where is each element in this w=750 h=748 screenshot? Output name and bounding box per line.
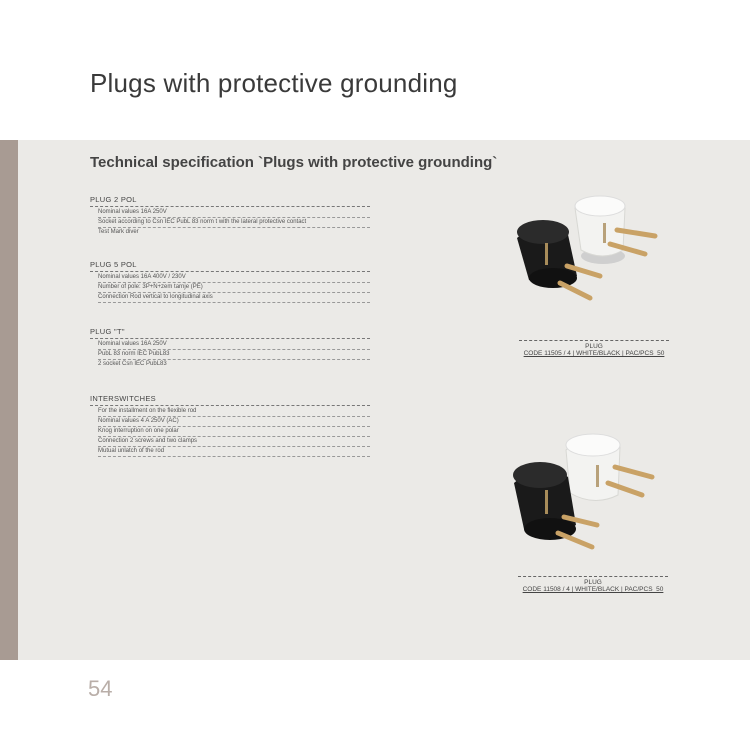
spec-group-plug-t	[90, 327, 370, 369]
spec-item: Nominal values 16A 400V / 230V	[98, 273, 370, 283]
caption-rule	[518, 576, 668, 577]
spec-item: Test Mark diver	[98, 229, 139, 235]
spec-item: Connection Rod vertical to longitudinal axis	[98, 293, 370, 303]
spec-group-plug-5-pol	[90, 260, 370, 303]
spec-group-plug-2-pol	[90, 195, 370, 237]
spec-item: Knog interruption on one polar	[98, 427, 370, 437]
product-name: PLUG	[585, 343, 603, 350]
spec-item: Number of pole: 3P+N+zem tarnje (PE)	[98, 283, 370, 293]
page-number: 54	[88, 676, 113, 701]
group-title: PLUG 5 POL	[90, 260, 370, 272]
page-title: Plugs with protective grounding	[90, 68, 458, 98]
spec-item: PubL 83 norm IEC PubL83	[98, 350, 370, 360]
spec-item: Nominal values 16A 250V	[98, 340, 370, 350]
plug-product-image	[505, 188, 675, 313]
spec-title: Technical specification `Plugs with protective grounding`	[90, 154, 498, 171]
spec-item: 2 socket Csn IEC PubL83	[98, 361, 167, 367]
product-caption-1	[494, 340, 694, 357]
group-title: PLUG 2 POL	[90, 195, 370, 207]
spec-group-interswitches	[90, 394, 370, 457]
product-code: CODE 11505 / 4 | WHITE/BLACK | PAC/PCS_50	[523, 350, 665, 357]
group-title: INTERSWITCHES	[90, 394, 370, 406]
spec-item: For the installment on the flexible rod	[98, 407, 370, 417]
spec-item: Mutual unlatch of the rod	[98, 447, 370, 457]
spec-item: Nominal values 16A 250V	[98, 208, 370, 218]
product-caption-2	[493, 576, 693, 593]
plug-product-image	[500, 425, 670, 565]
product-name: PLUG	[584, 579, 602, 586]
caption-rule	[519, 340, 669, 341]
spec-item: Socket according to Csn IEC PubL 83 norm t with the lateral protective contact	[98, 218, 370, 228]
spine-strip	[0, 140, 18, 660]
spec-item: Nominal values 4 A 250V (AC)	[98, 417, 370, 427]
product-code: CODE 11508 / 4 | WHITE/BLACK | PAC/PCS_50	[522, 586, 664, 593]
group-title: PLUG "T"	[90, 327, 370, 339]
spec-item: Connection 2 screws and two clamps	[98, 437, 370, 447]
